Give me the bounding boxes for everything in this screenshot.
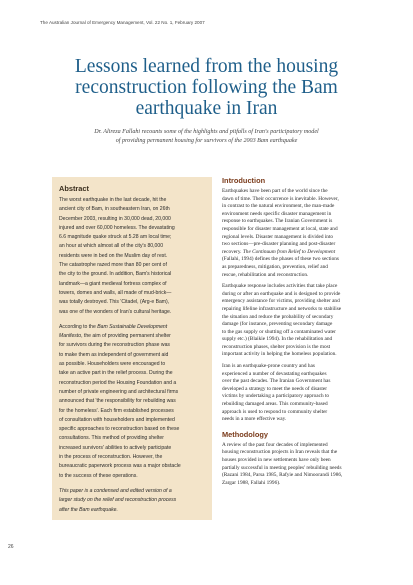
text-line: important activity in helping the homeless population. <box>222 351 337 358</box>
text-line: response to earthquakes. The Iranian Government is <box>222 218 333 225</box>
text-line: environment needs specific disaster management in <box>222 210 332 217</box>
text-line: after the Bam earthquake. <box>59 506 118 513</box>
text-line: emergency assistance for victims, providing shelter and <box>222 298 340 305</box>
text-line: According to the Bam Sustainable Development <box>59 323 168 330</box>
journal-header: The Australian Journal of Emergency Management, Vol. 22 No. 1, February 2007 <box>40 20 205 25</box>
main-column <box>222 176 392 487</box>
text-line: victims by undertaking a participatory approach to <box>222 393 330 400</box>
title-line: Lessons learned from the housing <box>74 56 339 77</box>
text-line: reconstruction period the Housing Foundation and a <box>59 379 177 386</box>
text-line: landmark—a giant medieval fortress complex of <box>59 280 167 287</box>
article-title <box>30 56 383 119</box>
abstract-box <box>52 177 212 520</box>
text-line: reconstruction phases, shelter provision is the most <box>222 343 331 350</box>
text-line: injured and over 60,000 homeless. The devastating <box>59 224 175 231</box>
text-line: responsible for disaster management at local, state and <box>222 225 338 232</box>
text-line: housing reconstruction projects in Iran reveals that the <box>222 449 338 456</box>
italic-phrase: Bam Sustainable Development <box>97 323 168 330</box>
text-line: Earthquakes have been part of the world since the <box>222 188 328 194</box>
text-line: residents were in bed on the Muslim day of rest. <box>59 252 168 259</box>
text-line: as preparedness, mitigation, prevention, relief and <box>222 263 328 270</box>
text-line: needs in a more effective way. <box>222 416 287 423</box>
text-line: recovery. The Continuum from Relief to Development <box>222 248 336 255</box>
text-line: during or after an earthquake and is designed to provide <box>222 290 341 297</box>
title-line: reconstruction following the Bam <box>75 77 338 98</box>
text-line: regional levels. Disaster management is divided into <box>222 233 334 240</box>
text-line: supply etc.) (Blaikie 1994). In the rehabilitation and <box>222 336 333 343</box>
text-line: damage (for instance, preventing secondary damage <box>222 321 333 328</box>
text-line: increased survivors' abilities to actively participate <box>59 444 172 451</box>
text-line: This paper is a condensed and edited version of a <box>59 487 172 494</box>
text-line: for the homeless'. Each firm established processes <box>59 407 174 414</box>
text-line: Zargar 1988, Fallahi 1996). <box>222 479 281 486</box>
text-line: Manifesto, the aim of providing permanent shelter <box>59 333 171 340</box>
text-line: larger study on the relief and reconstruction process <box>59 497 177 504</box>
abstract-paragraph-1 <box>59 196 209 317</box>
abstract-paragraph-3 <box>59 487 209 515</box>
introduction-paragraph-3 <box>222 363 392 424</box>
text-line: over the past decades. The Iranian Government has <box>222 378 331 385</box>
text-line: take an active part in the relief process. During the <box>59 370 173 377</box>
text-line: the situation and reduce the probability of secondary <box>222 313 334 320</box>
text-line: the city to the ground. In addition, Bam's historical <box>59 271 172 278</box>
text-line: to the gas supply or shutting off a contaminated water <box>222 328 336 335</box>
abstract-heading: Abstract <box>59 184 89 193</box>
text-line: was totally destroyed. This 'Citadel, (Arg-e Bam), <box>59 299 170 306</box>
text-line: towers, domes and walls, all made of mud-brick— <box>59 289 172 296</box>
subtitle-line: of providing permanent housing for survivors of the 2003 Bam earthquake <box>115 138 298 144</box>
text-line: Earthquake response includes activities that take place <box>222 283 338 290</box>
text-line: dawn of time. Their occurrence is inevitable. However, <box>222 195 339 202</box>
page-number: 26 <box>8 544 14 550</box>
text-line: bureaucratic paperwork process was a major obstacle <box>59 463 181 470</box>
text-line: for survivors during the reconstruction phase was <box>59 342 170 349</box>
text-line: Iran is an earthquake-prone country and has <box>222 363 315 370</box>
text-line: an hour at which almost all of the city's 80,000 <box>59 243 164 250</box>
text-line: of consultation with householders and implemented <box>59 416 175 423</box>
text-line: The catastrophe razed more than 80 per cent of <box>59 262 167 269</box>
text-line: ancient city of Bam, in southeastern Iran, on 26th <box>59 206 170 213</box>
text-line: number of private engineering and architectural firms <box>59 388 179 395</box>
text-line: two sections—pre-disaster planning and post-disaster <box>222 241 336 248</box>
text-line: developed a strategy to meet the needs of disaster <box>222 385 328 392</box>
text-line: in the process of reconstruction. However, the <box>59 454 163 461</box>
abstract-paragraph-2 <box>59 323 209 481</box>
text-line: experienced a number of devastating earthquakes <box>222 370 327 377</box>
text-line: was one of the wonders of Iran's cultural heritage. <box>59 308 172 315</box>
text-line: A review of the past four decades of implemented <box>222 441 328 448</box>
text-line: partially successful in meeting peoples' rebuilding needs <box>222 464 342 471</box>
text-line: (Fallahi, 1994) defines the phases of these two sections <box>222 256 339 263</box>
text-line: as possible. Householders were encouraged to <box>59 361 166 368</box>
italic-phrase: The Continuum from Relief to Development <box>242 248 336 255</box>
text-line: The worst earthquake in the last decade, hit the <box>59 197 167 203</box>
text-line: December 2003, resulting in 30,000 dead, 20,000 <box>59 215 171 222</box>
text-line: announced that 'the responsibility for rebuilding was <box>59 398 176 405</box>
text-line: rebuilding damaged areas. This community-based <box>222 401 328 408</box>
introduction-paragraph-2 <box>222 283 392 359</box>
text-line: (Razani 1984, Parsa 1985, Rafyie and Nimoorandi 1986, <box>222 472 343 479</box>
article-subtitle <box>40 128 373 146</box>
text-line: consultations. This method of providing shelter <box>59 435 164 442</box>
text-line: in contrast to the natural environment, the man-made <box>222 203 335 210</box>
methodology-paragraph-1 <box>222 442 392 488</box>
title-line: earthquake in Iran <box>135 98 278 119</box>
text-line: to the success of these operations. <box>59 472 138 479</box>
subtitle-line: Dr. Alireza Fallahi recounts some of the highlights and pitfalls of Iran's participatory model <box>94 129 319 135</box>
introduction-paragraph-1 <box>222 188 392 279</box>
text-line: approach is used to respond to community shelter <box>222 408 328 415</box>
introduction-heading: Introduction <box>222 176 266 185</box>
text-line: rescue, rehabilitation and reconstruction. <box>222 271 309 278</box>
text-line: repairing lifeline infrastructure and networks to stabilise <box>222 305 342 312</box>
text-line: specific approaches to reconstruction based on these <box>59 426 180 433</box>
text-line: houses provided in new settlements have only been <box>222 457 331 463</box>
text-line: to make them as independent of government aid <box>59 351 169 358</box>
text-line: 6.6 magnitude quake struck at 5.28 am local time; <box>59 234 172 241</box>
methodology-heading: Methodology <box>222 429 268 439</box>
italic-phrase: Manifesto <box>59 333 82 340</box>
